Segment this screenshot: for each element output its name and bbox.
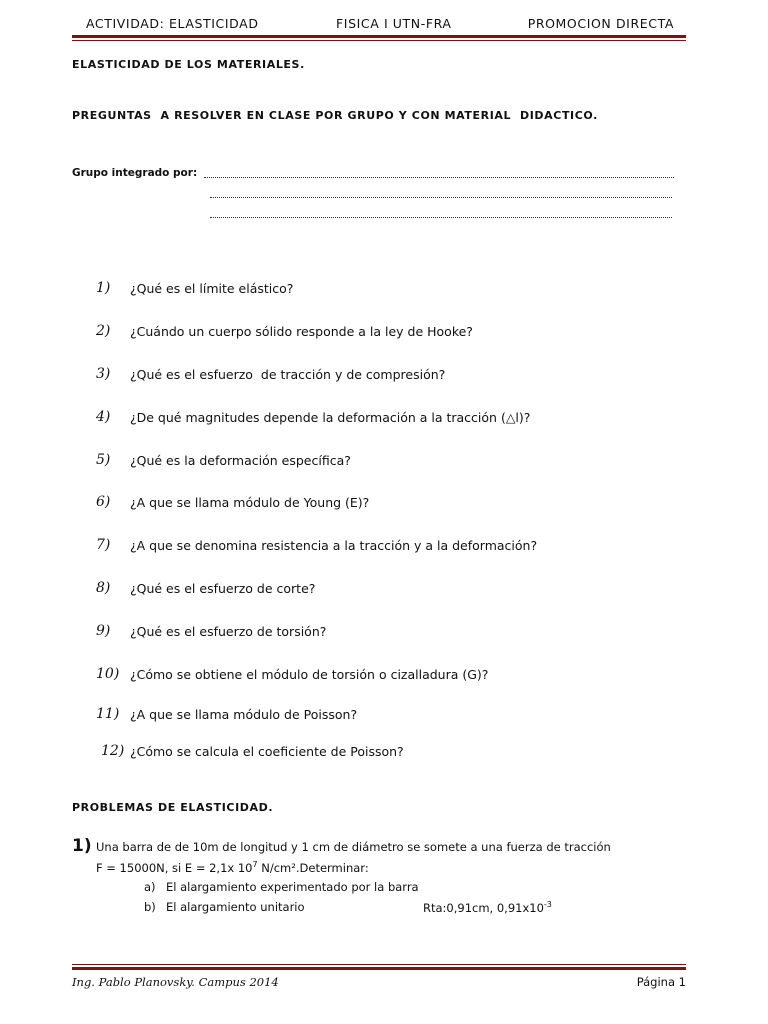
question-text: ¿A que se llama módulo de Poisson? xyxy=(130,707,358,722)
question-text: ¿Qué es la deformación específica? xyxy=(130,453,351,468)
problem-determine-text: N/cm².Determinar: xyxy=(257,860,369,875)
problem-item-b-text: El alargamiento unitario xyxy=(166,900,305,914)
problem-answer xyxy=(423,900,552,915)
header-activity: ACTIVIDAD: ELASTICIDAD xyxy=(86,16,259,31)
question-number: 11) xyxy=(96,706,120,722)
problem-force-text: F = 15000N, si E = 2,1x 10 xyxy=(96,860,253,875)
document-title: ELASTICIDAD DE LOS MATERIALES. xyxy=(72,58,305,71)
answer-exponent: -3 xyxy=(543,900,552,909)
footer-author: Ing. Pablo Planovsky. Campus 2014 xyxy=(72,975,279,989)
header-course: FISICA I UTN-FRA xyxy=(336,16,452,31)
question-text: ¿Cómo se calcula el coeficiente de Poisson? xyxy=(130,744,404,759)
question-text: ¿Qué es el límite elástico? xyxy=(130,281,294,296)
group-line-1 xyxy=(204,176,674,178)
problem-item-a-label: a) xyxy=(144,880,156,894)
header-rule-thin xyxy=(72,40,686,41)
footer-rule-thick xyxy=(72,967,686,970)
question-number: 2) xyxy=(96,323,111,339)
question-text: ¿Cómo se obtiene el módulo de torsión o cizalladura (G)? xyxy=(130,667,489,682)
document-subtitle: PREGUNTAS A RESOLVER EN CLASE POR GRUPO Y CON MATERIAL DIDACTICO. xyxy=(72,109,598,122)
group-label: Grupo integrado por: xyxy=(72,167,198,179)
problem-exponent: 7 xyxy=(252,860,258,869)
question-number: 5) xyxy=(96,452,111,468)
page-number: Página 1 xyxy=(636,975,686,989)
header-rule-thick xyxy=(72,35,686,38)
question-number: 12) xyxy=(101,743,125,759)
question-number: 6) xyxy=(96,494,111,510)
problem-statement-line-2 xyxy=(96,860,369,875)
question-text: ¿De qué magnitudes depende la deformación a la tracción (△l)? xyxy=(130,410,531,425)
problem-item-a-text: El alargamiento experimentado por la barra xyxy=(166,880,419,894)
question-number: 8) xyxy=(96,580,111,596)
problem-statement-line-1: Una barra de de 10m de longitud y 1 cm de diámetro se somete a una fuerza de tracción xyxy=(96,840,611,854)
page-header xyxy=(72,14,686,36)
header-promotion: PROMOCION DIRECTA xyxy=(527,16,674,31)
question-number: 4) xyxy=(96,409,111,425)
question-number: 1) xyxy=(96,280,111,296)
question-number: 3) xyxy=(96,366,111,382)
question-text: ¿A que se llama módulo de Young (E)? xyxy=(130,495,370,510)
question-number: 9) xyxy=(96,623,111,639)
footer-rule-thin xyxy=(72,964,686,965)
question-text: ¿Qué es el esfuerzo de corte? xyxy=(130,581,316,596)
problems-title: PROBLEMAS DE ELASTICIDAD. xyxy=(72,801,274,814)
problem-item-b-label: b) xyxy=(144,900,156,914)
question-number: 7) xyxy=(96,537,111,553)
question-text: ¿Cuándo un cuerpo sólido responde a la ley de Hooke? xyxy=(130,324,473,339)
problem-number: 1) xyxy=(72,836,92,856)
answer-text: Rta:0,91cm, 0,91x10 xyxy=(423,900,544,915)
group-line-3 xyxy=(210,216,672,218)
question-text: ¿Qué es el esfuerzo de torsión? xyxy=(130,624,327,639)
question-text: ¿Qué es el esfuerzo de tracción y de compresión? xyxy=(130,367,446,382)
group-line-2 xyxy=(210,196,672,198)
question-number: 10) xyxy=(96,666,120,682)
question-text: ¿A que se denomina resistencia a la tracción y a la deformación? xyxy=(130,538,538,553)
